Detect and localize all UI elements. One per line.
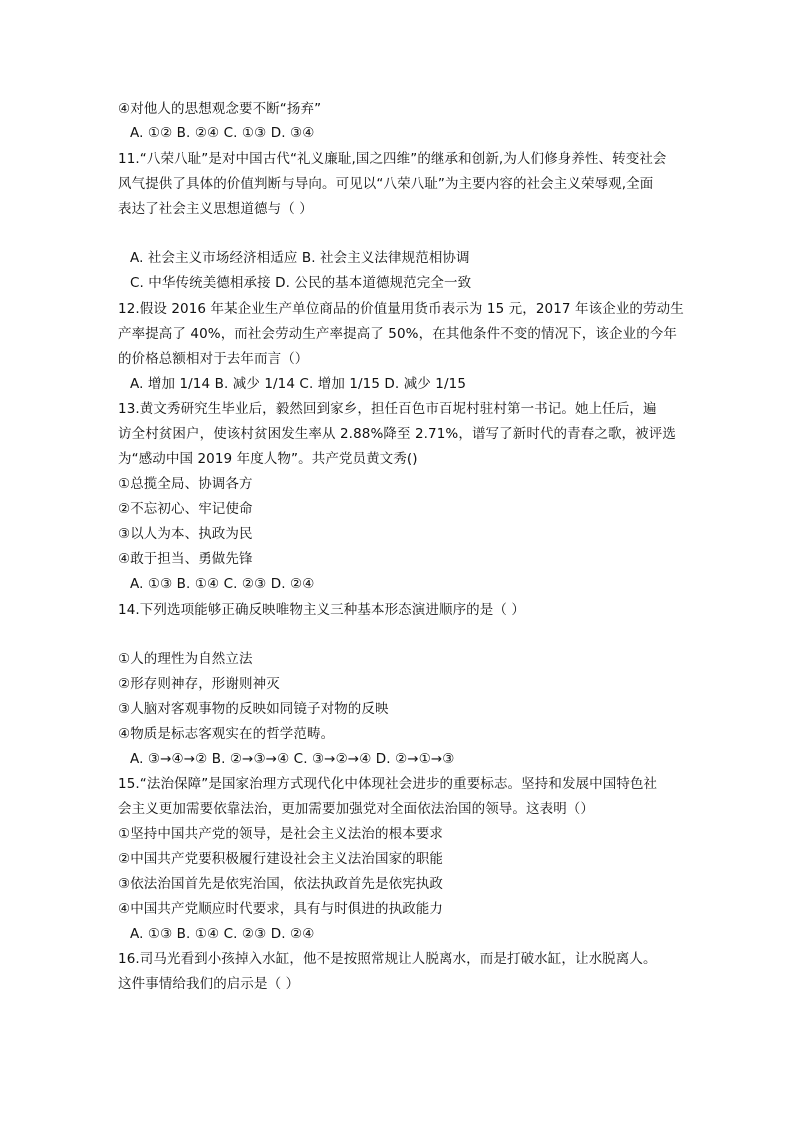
statement-line: ④对他人的思想观念要不断“扬弃” (118, 101, 322, 117)
answer-options-line: A. ③→④→② B. ②→③→④ C. ③→②→④ D. ②→①→③ (130, 751, 455, 767)
answer-options-line: A. 增加 1/14 B. 减少 1/14 C. 增加 1/15 D. 减少 1/15 (130, 376, 467, 392)
statement-line: ②不忘初心、牢记使命 (118, 501, 253, 517)
answer-options-line: A. ①③ B. ①④ C. ②③ D. ②④ (130, 926, 315, 942)
question-text-line: 的价格总额相对于去年而言（） (118, 351, 309, 367)
question-text-line: 11.“八荣八耻”是对中国古代“礼义廉耻,国之四维”的继承和创新,为人们修身养性、转变社会 (118, 151, 667, 167)
question-text-line: 13.黄文秀研究生毕业后，毅然回到家乡，担任百色市百坭村驻村第一书记。她上任后，遍 (118, 401, 657, 417)
statement-line: ③以人为本、执政为民 (118, 526, 253, 542)
question-text-line: 这件事情给我们的启示是（ ） (118, 976, 300, 992)
answer-options-line: A. ①② B. ②④ C. ①③ D. ③④ (130, 125, 315, 141)
statement-line: ④中国共产党顺应时代要求，具有与时俱进的执政能力 (118, 901, 444, 917)
statement-line: ①总揽全局、协调各方 (118, 476, 253, 492)
answer-options-line: C. 中华传统美德相承接 D. 公民的基本道德规范完全一致 (130, 275, 472, 291)
question-text-line: 15.“法治保障”是国家治理方式现代化中体现社会进步的重要标志。坚持和发展中国特色社 (118, 776, 658, 792)
statement-line: ③人脑对客观事物的反映如同镜子对物的反映 (118, 701, 389, 717)
statement-line: ②中国共产党要积极履行建设社会主义法治国家的职能 (118, 851, 444, 867)
question-text-line: 风气提供了具体的价值判断与导向。可见以“八荣八耻”为主要内容的社会主义荣辱观,全面 (118, 176, 654, 192)
statement-line: ①人的理性为自然立法 (118, 651, 253, 667)
answer-options-line: A. 社会主义市场经济相适应 B. 社会主义法律规范相协调 (130, 250, 470, 266)
question-text-line: 访全村贫困户，使该村贫困发生率从 2.88%降至 2.71%，谱写了新时代的青春之歌，被评选 (118, 426, 676, 442)
question-text-line: 12.假设 2016 年某企业生产单位商品的价值量用货币表示为 15 元，2017 年该企业的劳动生 (118, 301, 684, 317)
question-text-line: 会主义更加需要依靠法治，更加需要加强党对全面依法治国的领导。这表明（） (118, 801, 594, 817)
question-text-line: 产率提高了 40%，而社会劳动生产率提高了 50%，在其他条件不变的情况下，该企业的今年 (118, 326, 677, 342)
statement-line: ③依法治国首先是依宪治国，依法执政首先是依宪执政 (118, 876, 444, 892)
question-text-line: 14.下列选项能够正确反映唯物主义三种基本形态演进顺序的是（ ） (118, 602, 525, 618)
question-text-line: 16.司马光看到小孩掉入水缸，他不是按照常规让人脱离水，而是打破水缸，让水脱离人。 (118, 951, 657, 967)
statement-line: ④敢于担当、勇做先锋 (118, 551, 253, 567)
statement-line: ④物质是标志客观实在的哲学范畴。 (118, 726, 335, 742)
statement-line: ①坚持中国共产党的领导，是社会主义法治的根本要求 (118, 826, 444, 842)
answer-options-line: A. ①③ B. ①④ C. ②③ D. ②④ (130, 576, 315, 592)
question-text-line: 为“感动中国 2019 年度人物”。共产党员黄文秀() (118, 451, 418, 467)
statement-line: ②形存则神存，形谢则神灭 (118, 676, 280, 692)
question-text-line: 表达了社会主义思想道德与（ ） (118, 201, 313, 217)
